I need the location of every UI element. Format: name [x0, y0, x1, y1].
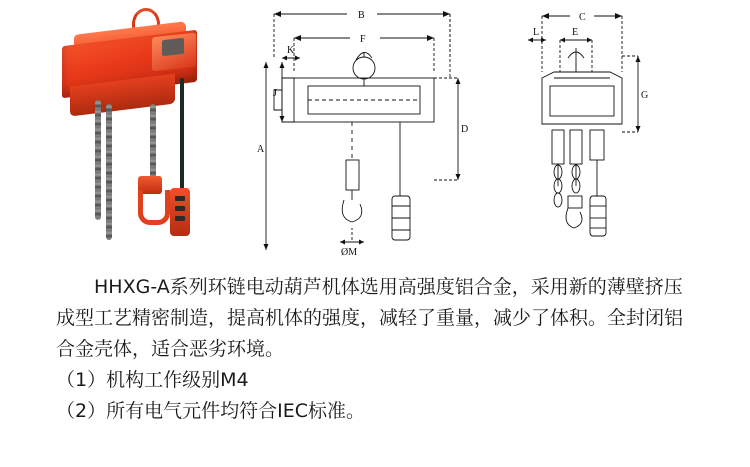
spec-item-2: （2）所有电气元件均符合IEC标准。 [56, 400, 365, 422]
dim-label-J: J [273, 88, 277, 99]
dim-label-L: L [533, 27, 540, 38]
load-chain [95, 100, 101, 220]
load-chain [106, 104, 112, 240]
hoist-panel-window [162, 38, 184, 56]
dim-label-F: F [360, 34, 366, 45]
dim-label-G: G [641, 90, 649, 101]
description-paragraph: HHXG-A系列环链电动葫芦机体选用高强度铝合金，采用新的薄壁挤压成型工艺精密制造，提高机体的强度，减轻了重量，减少了体积。全封闭铝合金壳体，适合恶劣环境。 [56, 276, 684, 360]
dim-label-E: E [572, 27, 579, 38]
dim-label-D: D [461, 124, 469, 135]
dim-label-C: C [579, 12, 586, 23]
pendant-button [175, 216, 185, 221]
side-elevation-drawing [498, 0, 708, 262]
load-hook-icon [138, 190, 170, 225]
dim-label-K: K [287, 45, 295, 56]
dim-label-A: A [257, 144, 265, 155]
spec-item-1: （1）机构工作级别M4 [56, 369, 249, 391]
product-description-text [56, 272, 696, 427]
dim-label-diameter-M: ØM [341, 247, 358, 258]
electric-chain-hoist-photo [40, 8, 250, 258]
dim-label-B: B [358, 10, 365, 21]
pendant-button [175, 196, 185, 201]
pendant-button [175, 206, 185, 211]
front-elevation-drawing [252, 0, 482, 262]
pendant-cord [180, 78, 184, 193]
